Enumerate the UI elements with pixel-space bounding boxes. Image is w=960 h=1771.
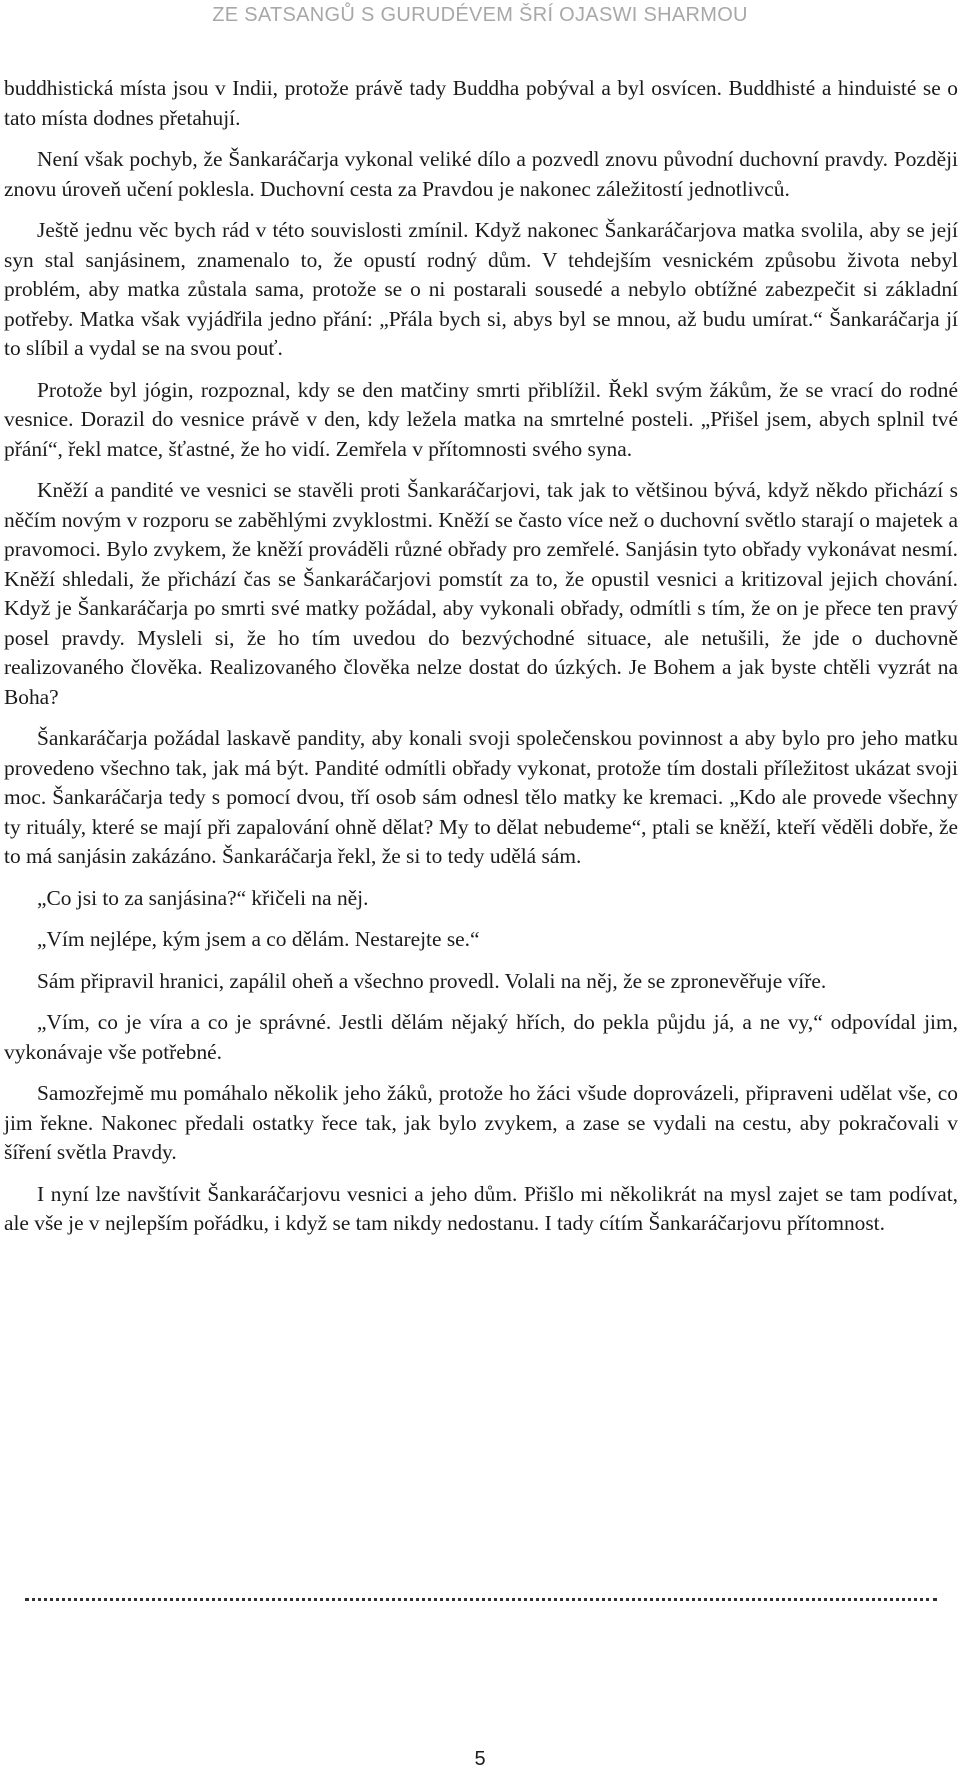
dialogue-line: „Co jsi to za sanjásina?“ křičeli na něj. xyxy=(37,885,369,910)
dialogue-line: „Vím nejlépe, kým jsem a co dělám. Nestarejte se.“ xyxy=(37,927,480,951)
paragraph: Není však pochyb, že Šankaráčarja vykonal veliké dílo a pozvedl znovu původní duchovní pravdy. Později znovu úroveň učení poklesla. Duchovní cesta za Pravdou je nakonec záležitostí jednotlivců. xyxy=(4,147,958,201)
page-number: 5 xyxy=(474,1748,486,1770)
paragraph: Protože byl jógin, rozpoznal, kdy se den matčiny smrti přiblížil. Řekl svým žákům, že se vrací do rodné vesnice. Dorazil do vesnice právě v den, kdy ležela matka na smrtelné posteli. „Přišel jsem, abych splnil tvé přání“, řekl matce, šťastné, že ho vidí. Zemřela v přítomnosti svého syna. xyxy=(4,377,958,461)
paragraph-continuation: buddhistická místa jsou v Indii, protože právě tady Buddha pobýval a byl osvícen. Buddhisté a hinduisté se o tato místa dodnes přetahují. xyxy=(4,76,958,130)
paragraph: Kněží a pandité ve vesnici se stavěli proti Šankaráčarjovi, tak jak to většinou bývá, když někdo přichází s něčím novým v rozporu se zaběhlými zvyklostmi. Kněží se často více než o duchovní světlo starají o majetek a pravomoci. Bylo zvykem, že kněží prováděli různé obřady pro zemřelé. Sanjásin tyto obřady vykonávat nesmí. Kněží shledali, že přichází čas se Šankaráčarjovi pomstít za to, že opustil vesnici a kritizoval jejich chování. Když je Šankaráčarja po smrti své matky požádal, aby vykonali obřady, odmítli s tím, že on je přece ten pravý posel pravdy. Mysleli si, že ho tím uvedou do bezvýchodné situace, ale netušili, že jde o duchovně realizovaného člověka. Realizovaného člověka nelze dostat do úzkých. Je Bohem a jak byste chtěli vyzrát na Boha? xyxy=(4,478,958,709)
page-body xyxy=(4,74,958,1251)
paragraph: I nyní lze navštívit Šankaráčarjovu vesnici a jeho dům. Přišlo mi několikrát na mysl zajet se tam podívat, ale vše je v nejlepším pořádku, i když se tam nikdy nedostanu. I tady cítím Šankaráčarjovu přítomnost. xyxy=(4,1181,958,1235)
running-header: ZE SATSANGŮ S GURUDÉVEM ŠRÍ OJASWI SHARMOU xyxy=(212,4,748,26)
paragraph: Samozřejmě mu pomáhalo několik jeho žáků, protože ho žáci všude doprovázeli, připraveni udělat vše, co jim řekne. Nakonec předali ostatky řece tak, jak bylo zvykem, a zase se vydali na cestu, aby pokračovali v šíření světla Pravdy. xyxy=(4,1081,958,1164)
paragraph: Ještě jednu věc bych rád v této souvislosti zmínil. Když nakonec Šankaráčarjova matka svolila, aby se její syn stal sanjásinem, znamenalo to, že opustí rodný dům. V tehdejším vesnickém způsobu života nebyl problém, aby matka zůstala sama, protože se o ni postarali sousedé a nebylo obtížné zabezpečit si základní potřeby. Matka však vyjádřila jedno přání: „Přála bych si, abys byl se mnou, až budu umírat.“ Šankaráčarja jí to slíbil a vydal se na svou pouť. xyxy=(4,218,958,360)
paragraph: Šankaráčarja požádal laskavě pandity, aby konali svoji společenskou povinnost a aby bylo pro jeho matku provedeno všechno tak, jak má být. Pandité odmítli obřady vykonat, protože tím dostali příležitost ukázat svoji moc. Šankaráčarja tedy s pomocí dvou, tří osob sám odnesl tělo matky ke kremaci. „Kdo ale provede všechny ty rituály, které se mají při zapalování ohně dělat? My to dělat nebudeme“, ptali se kněží, kteří věděli dobře, že to má sanjásin zakázáno. Šankaráčarja řekl, že si to tedy udělá sám. xyxy=(4,726,958,868)
dialogue-line: „Vím, co je víra a co je správné. Jestli dělám nějaký hřích, do pekla půjdu já, a ne vy,“ odpovídal jim, vykonávaje vše potřebné. xyxy=(4,1010,958,1064)
paragraph: Sám připravil hranici, zapálil oheň a všechno provedl. Volali na něj, že se zpronevěřuje víře. xyxy=(37,968,827,993)
dotted-separator xyxy=(25,1598,937,1601)
